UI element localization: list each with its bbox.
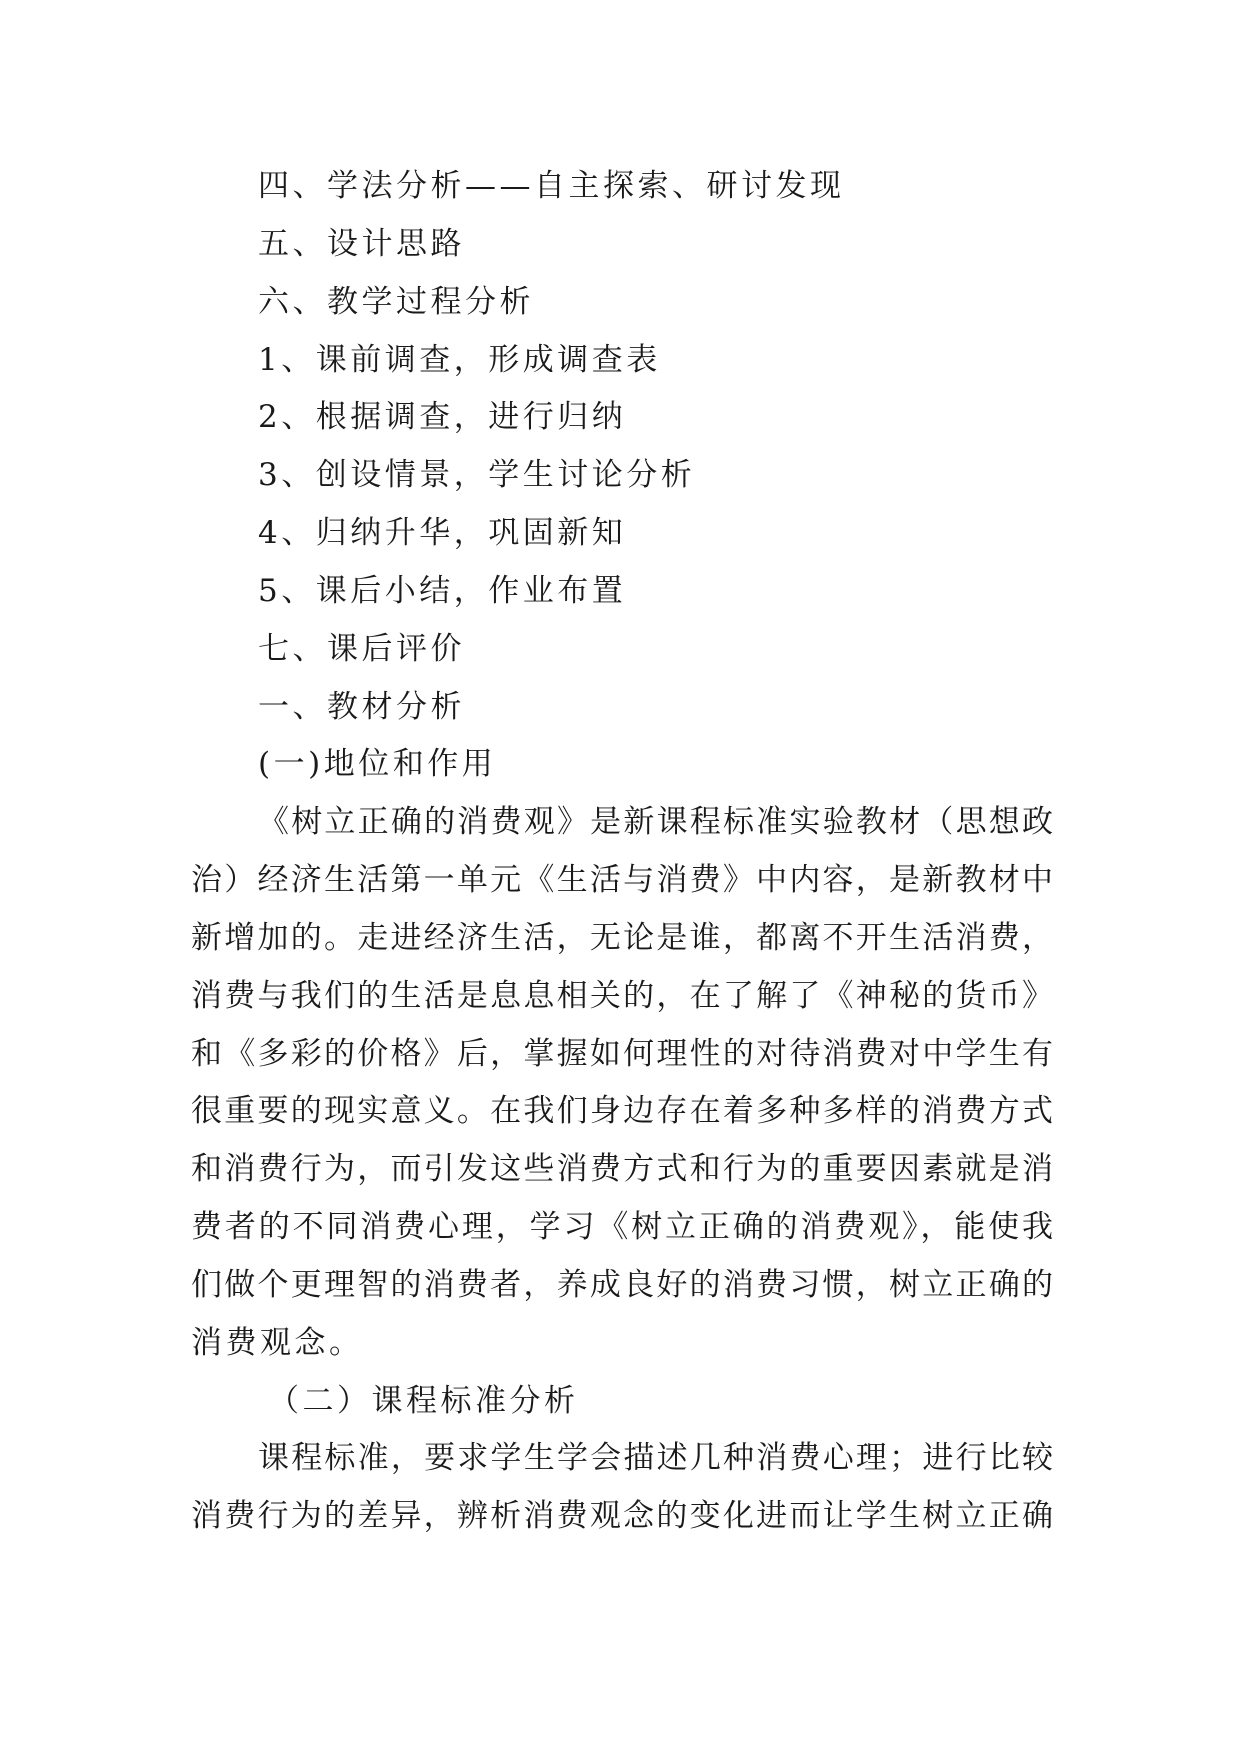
heading-evaluation: 七、课后评价 xyxy=(258,631,465,667)
paragraph-line: 新增加的。走进经济生活，无论是谁，都离不开生活消费， xyxy=(191,920,1053,956)
paragraph-line: 治）经济生活第一单元《生活与消费》中内容，是新教材中 xyxy=(191,862,1053,898)
subheading-status-role: (一)地位和作用 xyxy=(258,746,497,782)
paragraph-line: 消费与我们的生活是息息相关的，在了解了《神秘的货币》 xyxy=(191,978,1053,1014)
heading-design-idea: 五、设计思路 xyxy=(258,226,465,262)
paragraph-line: 和消费行为，而引发这些消费方式和行为的重要因素就是消 xyxy=(191,1151,1053,1187)
paragraph-line: 很重要的现实意义。在我们身边存在着多种多样的消费方式 xyxy=(191,1093,1053,1129)
heading-teaching-process: 六、教学过程分析 xyxy=(258,284,534,320)
subheading-curriculum-standard: （二）课程标准分析 xyxy=(268,1383,579,1419)
paragraph-line: 消费行为的差异，辨析消费观念的变化进而让学生树立正确 xyxy=(191,1498,1053,1534)
paragraph-line: 课程标准，要求学生学会描述几种消费心理；进行比较 xyxy=(258,1440,1053,1476)
paragraph-line: 《树立正确的消费观》是新课程标准实验教材（思想政 xyxy=(258,804,1053,840)
paragraph-line: 消费观念。 xyxy=(191,1325,364,1361)
list-item-1: 1、课前调查，形成调查表 xyxy=(258,342,661,378)
list-item-2: 2、根据调查，进行归纳 xyxy=(258,399,627,435)
paragraph-line: 们做个更理智的消费者，养成良好的消费习惯，树立正确的 xyxy=(191,1267,1053,1303)
heading-study-method: 四、学法分析——自主探索、研讨发现 xyxy=(258,168,845,204)
paragraph-line: 和《多彩的价格》后，掌握如何理性的对待消费对中学生有 xyxy=(191,1036,1053,1072)
paragraph-line: 费者的不同消费心理，学习《树立正确的消费观》，能使我 xyxy=(191,1209,1053,1245)
list-item-3: 3、创设情景，学生讨论分析 xyxy=(258,457,696,493)
list-item-4: 4、归纳升华，巩固新知 xyxy=(258,515,627,551)
heading-material-analysis: 一、教材分析 xyxy=(258,689,465,725)
list-item-5: 5、课后小结，作业布置 xyxy=(258,573,627,609)
